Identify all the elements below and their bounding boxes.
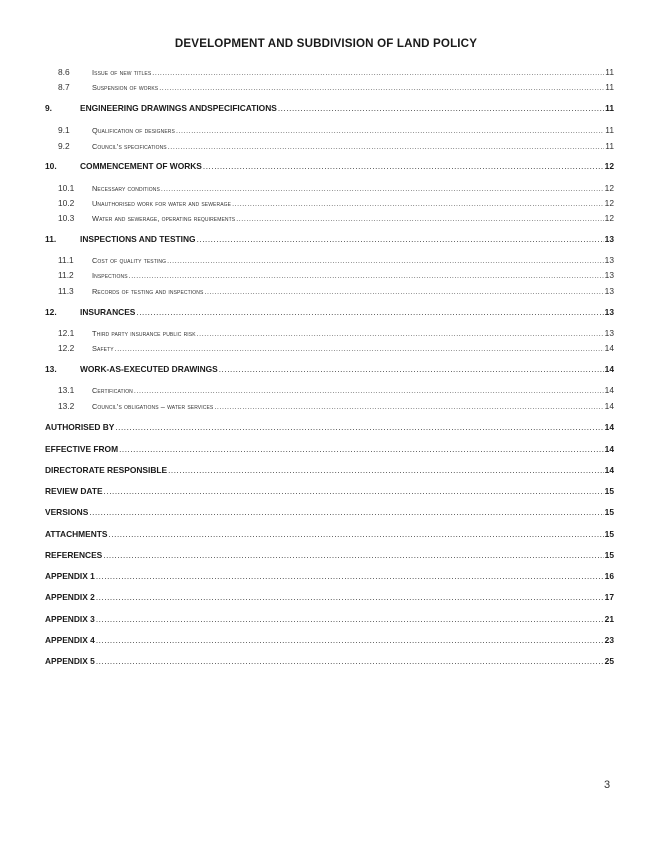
toc-entry[interactable] bbox=[0, 82, 652, 96]
dot-leader bbox=[119, 445, 604, 454]
toc-entry-page: 13 bbox=[604, 328, 614, 338]
toc-entry-page: 12 bbox=[604, 183, 614, 193]
toc-entry-number: 11.1 bbox=[58, 255, 74, 265]
toc-entry-label: Inspections bbox=[92, 271, 128, 280]
toc-entry-label: ATTACHMENTS bbox=[45, 529, 108, 539]
dot-leader bbox=[236, 216, 603, 223]
toc-entry[interactable] bbox=[0, 234, 652, 248]
toc-entry-page: 14 bbox=[604, 343, 614, 353]
toc-entry-page: 21 bbox=[604, 614, 614, 624]
toc-entry-page: 17 bbox=[604, 592, 614, 602]
toc-entry-label: VERSIONS bbox=[45, 507, 89, 517]
toc-entry-label: WORK-AS-EXECUTED DRAWINGS bbox=[80, 364, 218, 374]
toc-entry-number: 11.3 bbox=[58, 286, 74, 296]
toc-entry-number: 12. bbox=[45, 307, 57, 317]
toc-entry[interactable] bbox=[0, 635, 652, 649]
toc-entry[interactable] bbox=[0, 255, 652, 269]
dot-leader bbox=[104, 487, 604, 496]
toc-entry[interactable] bbox=[0, 550, 652, 564]
toc-entry-label: Necessary conditions bbox=[92, 184, 160, 193]
toc-entry-label: EFFECTIVE FROM bbox=[45, 444, 119, 454]
dot-leader bbox=[134, 388, 604, 395]
toc-entry-page: 12 bbox=[604, 198, 614, 208]
dot-leader bbox=[96, 572, 604, 581]
toc-entry[interactable] bbox=[0, 198, 652, 212]
toc-entry-label: Council's specifications bbox=[92, 142, 167, 151]
toc-entry-page: 14 bbox=[604, 385, 614, 395]
toc-entry-number: 10.3 bbox=[58, 213, 75, 223]
dot-leader bbox=[197, 331, 604, 338]
toc-entry-label: Third party insurance public risk bbox=[92, 329, 196, 338]
toc-entry-label: APPENDIX 5 bbox=[45, 656, 95, 666]
toc-entry-label: COMMENCEMENT OF WORKS bbox=[80, 161, 202, 171]
toc-entry-number: 12.2 bbox=[58, 343, 75, 353]
toc-entry-label: Cost of quality testing bbox=[92, 256, 167, 265]
toc-entry-label: Council's obligations – water services bbox=[92, 402, 214, 411]
dot-leader bbox=[152, 70, 604, 77]
toc-entry[interactable] bbox=[0, 614, 652, 628]
toc-entry-label: Issue of new titles bbox=[92, 68, 152, 77]
dot-leader bbox=[96, 593, 604, 602]
toc-entry-label: DIRECTORATE RESPONSIBLE bbox=[45, 465, 168, 475]
toc-entry-page: 15 bbox=[604, 529, 614, 539]
toc-entry[interactable] bbox=[0, 270, 652, 284]
toc-entry-number: 9. bbox=[45, 103, 52, 113]
toc-entry-label: ENGINEERING DRAWINGS ANDSPECIFICATIONS bbox=[80, 103, 277, 113]
toc-entry[interactable] bbox=[0, 422, 652, 436]
toc-entry[interactable] bbox=[0, 328, 652, 342]
toc-entry[interactable] bbox=[0, 161, 652, 175]
dot-leader bbox=[115, 423, 603, 432]
toc-entry[interactable] bbox=[0, 401, 652, 415]
toc-entry-label: Water and sewerage, operating requirements bbox=[92, 214, 236, 223]
toc-entry-page: 15 bbox=[604, 550, 614, 560]
toc-entry-label: APPENDIX 1 bbox=[45, 571, 95, 581]
toc-entry-number: 11. bbox=[45, 234, 57, 244]
toc-entry[interactable] bbox=[0, 141, 652, 155]
toc-entry-page: 16 bbox=[604, 571, 614, 581]
dot-leader bbox=[176, 128, 604, 135]
toc-entry-page: 14 bbox=[604, 465, 614, 475]
toc-entry-page: 13 bbox=[604, 286, 614, 296]
dot-leader bbox=[168, 466, 604, 475]
dot-leader bbox=[96, 615, 604, 624]
toc-entry[interactable] bbox=[0, 307, 652, 321]
toc-entry-label: REVIEW DATE bbox=[45, 486, 103, 496]
toc-entry[interactable] bbox=[0, 592, 652, 606]
toc-entry[interactable] bbox=[0, 183, 652, 197]
toc-entry-number: 13.1 bbox=[58, 385, 75, 395]
toc-entry-label: APPENDIX 4 bbox=[45, 635, 95, 645]
toc-entry-number: 8.6 bbox=[58, 67, 70, 77]
toc-entry-page: 14 bbox=[604, 422, 614, 432]
toc-entry-page: 14 bbox=[604, 364, 614, 374]
toc-entry-page: 15 bbox=[604, 486, 614, 496]
toc-entry[interactable] bbox=[0, 125, 652, 139]
dot-leader bbox=[232, 201, 604, 208]
toc-entry-label: INSPECTIONS AND TESTING bbox=[80, 234, 196, 244]
dot-leader bbox=[159, 85, 604, 92]
toc-entry[interactable] bbox=[0, 529, 652, 543]
toc-entry-label: Qualification of designers bbox=[92, 126, 175, 135]
toc-entry-number: 11.2 bbox=[58, 270, 74, 280]
dot-leader bbox=[96, 657, 604, 666]
toc-entry-page: 13 bbox=[604, 307, 614, 317]
dot-leader bbox=[168, 144, 605, 151]
toc-entry[interactable] bbox=[0, 103, 652, 117]
toc-entry[interactable] bbox=[0, 444, 652, 458]
dot-leader bbox=[204, 289, 603, 296]
toc-entry-number: 13. bbox=[45, 364, 57, 374]
toc-entry[interactable] bbox=[0, 507, 652, 521]
dot-leader bbox=[96, 636, 604, 645]
toc-entry-label: Certification bbox=[92, 386, 133, 395]
toc-entry-number: 10. bbox=[45, 161, 57, 171]
toc-entry-page: 11 bbox=[605, 125, 614, 135]
toc-entry[interactable] bbox=[0, 67, 652, 81]
toc-entry[interactable] bbox=[0, 571, 652, 585]
dot-leader bbox=[161, 186, 604, 193]
toc-entry-label: REFERENCES bbox=[45, 550, 103, 560]
toc-entry[interactable] bbox=[0, 656, 652, 670]
toc-entry[interactable] bbox=[0, 465, 652, 479]
toc-entry-number: 9.2 bbox=[58, 141, 70, 151]
toc-entry-page: 11 bbox=[605, 82, 614, 92]
toc-entry-label: Records of testing and inspections bbox=[92, 287, 204, 296]
toc-entry-page: 25 bbox=[604, 656, 614, 666]
toc-entry-label: Safety bbox=[92, 344, 114, 353]
toc-entry-label: AUTHORISED BY bbox=[45, 422, 115, 432]
toc-entry-page: 13 bbox=[604, 270, 614, 280]
toc-entry-page: 12 bbox=[604, 213, 614, 223]
dot-leader bbox=[109, 530, 604, 539]
toc-entry-page: 11 bbox=[605, 67, 614, 77]
dot-leader bbox=[197, 235, 604, 244]
toc-entry-number: 10.1 bbox=[58, 183, 75, 193]
dot-leader bbox=[214, 404, 603, 411]
toc-entry-label: Suspension of works bbox=[92, 83, 159, 92]
toc-entry[interactable] bbox=[0, 213, 652, 227]
toc-entry-number: 10.2 bbox=[58, 198, 75, 208]
toc-entry-label: Unauthorised work for water and sewerage bbox=[92, 199, 232, 208]
dot-leader bbox=[129, 273, 604, 280]
dot-leader bbox=[203, 162, 604, 171]
dot-leader bbox=[115, 346, 604, 353]
toc-entry-label: APPENDIX 3 bbox=[45, 614, 95, 624]
dot-leader bbox=[278, 104, 604, 113]
toc-entry-number: 12.1 bbox=[58, 328, 75, 338]
toc-entry-label: INSURANCES bbox=[80, 307, 136, 317]
toc-entry-page: 12 bbox=[604, 161, 614, 171]
dot-leader bbox=[89, 508, 603, 517]
toc-entry[interactable] bbox=[0, 343, 652, 357]
toc-entry-page: 23 bbox=[604, 635, 614, 645]
toc-entry-number: 13.2 bbox=[58, 401, 75, 411]
toc-entry[interactable] bbox=[0, 364, 652, 378]
dot-leader bbox=[103, 551, 603, 560]
dot-leader bbox=[167, 258, 604, 265]
toc-entry-page: 15 bbox=[604, 507, 614, 517]
toc-entry-page: 14 bbox=[604, 401, 614, 411]
toc-entry[interactable] bbox=[0, 286, 652, 300]
page-title: DEVELOPMENT AND SUBDIVISION OF LAND POLICY bbox=[174, 37, 478, 50]
dot-leader bbox=[219, 365, 604, 374]
toc-entry-number: 9.1 bbox=[58, 125, 70, 135]
toc-entry-label: APPENDIX 2 bbox=[45, 592, 95, 602]
toc-entry-page: 11 bbox=[605, 103, 614, 113]
toc-entry-page: 11 bbox=[605, 141, 614, 151]
page-number: 3 bbox=[604, 779, 611, 791]
toc-entry-page: 13 bbox=[604, 234, 614, 244]
toc-entry-number: 8.7 bbox=[58, 82, 70, 92]
toc-entry[interactable] bbox=[0, 486, 652, 500]
toc-entry-page: 13 bbox=[604, 255, 614, 265]
toc-entry[interactable] bbox=[0, 385, 652, 399]
dot-leader bbox=[136, 308, 603, 317]
toc-entry-page: 14 bbox=[604, 444, 614, 454]
